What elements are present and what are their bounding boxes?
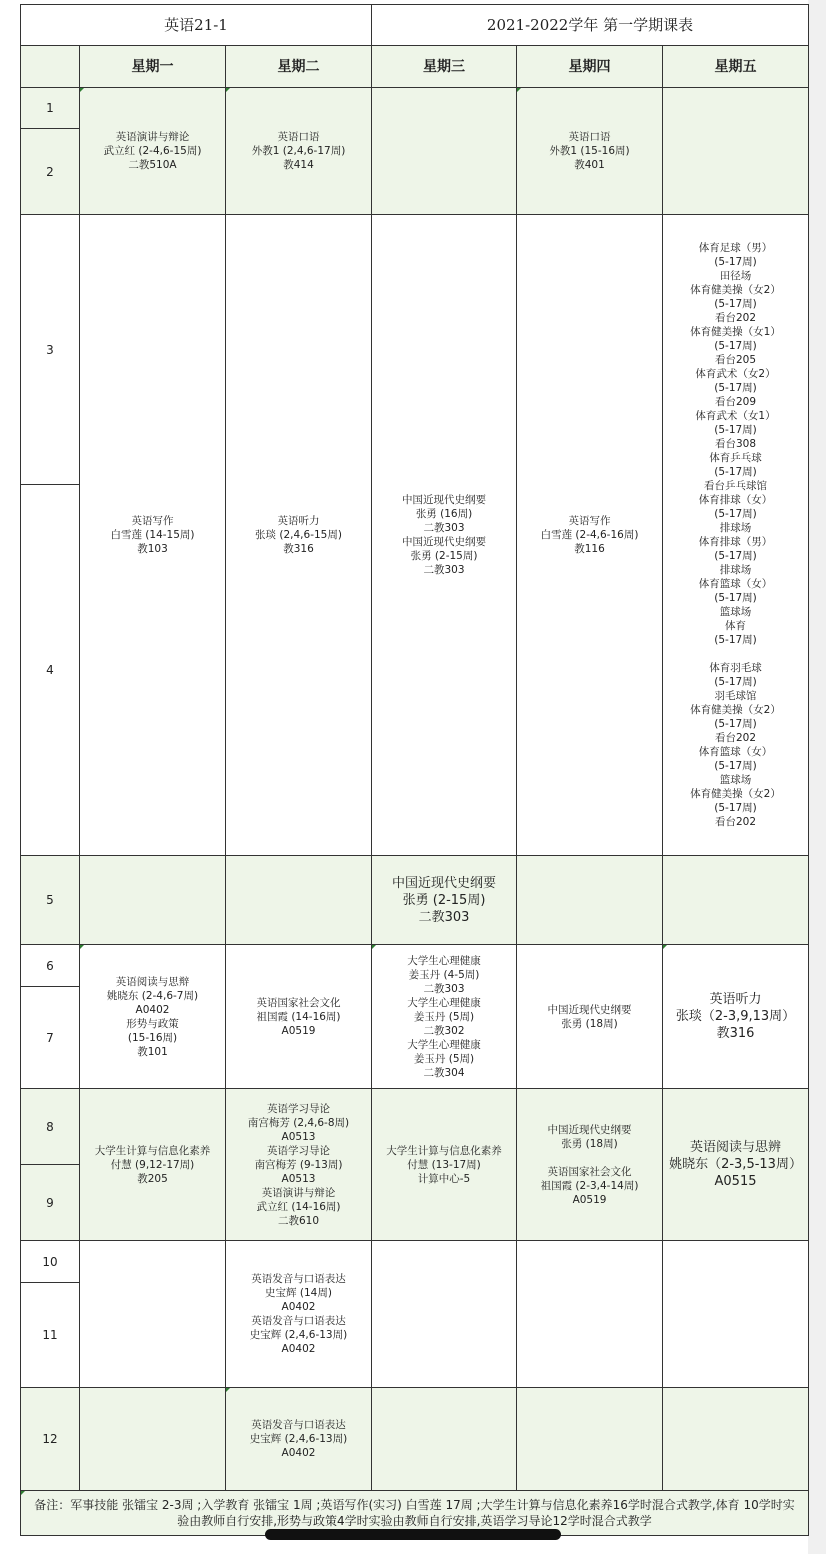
course-cell[interactable]: 中国近现代史纲要 张勇 (16周) 二教303 中国近现代史纲要 张勇 (2-15周) 二教303 xyxy=(372,215,517,856)
course-cell[interactable]: 中国近现代史纲要 张勇 (2-15周) 二教303 xyxy=(372,856,517,945)
course-cell[interactable]: 大学生心理健康 姜玉丹 (4-5周) 二教303 大学生心理健康 姜玉丹 (5周) 二教302 大学生心理健康 姜玉丹 (5周) 二教304 xyxy=(372,945,517,1089)
period-number: 8 xyxy=(21,1089,80,1165)
period-number: 4 xyxy=(21,485,80,856)
period-number: 9 xyxy=(21,1165,80,1241)
course-cell[interactable] xyxy=(663,1241,809,1388)
term-title: 2021-2022学年 第一学期课表 xyxy=(372,5,809,46)
course-cell[interactable] xyxy=(517,1388,663,1491)
course-cell[interactable] xyxy=(517,1241,663,1388)
course-cell[interactable] xyxy=(80,1388,226,1491)
period-number: 12 xyxy=(21,1388,80,1491)
course-cell[interactable] xyxy=(226,856,372,945)
corner-cell xyxy=(21,46,80,88)
course-cell[interactable]: 英语听力 张琰（2-3,9,13周） 教316 xyxy=(663,945,809,1089)
course-cell[interactable]: 中国近现代史纲要 张勇 (18周) xyxy=(517,945,663,1089)
course-cell[interactable]: 大学生计算与信息化素养 付慧 (13-17周) 计算中心-5 xyxy=(372,1089,517,1241)
course-cell[interactable] xyxy=(517,856,663,945)
course-cell[interactable]: 中国近现代史纲要 张勇 (18周) 英语国家社会文化 祖国霞 (2-3,4-14周) A0519 xyxy=(517,1089,663,1241)
day-header: 星期四 xyxy=(517,46,663,88)
day-header: 星期二 xyxy=(226,46,372,88)
course-cell[interactable]: 英语阅读与思辨 姚晓东（2-3,5-13周） A0515 xyxy=(663,1089,809,1241)
course-cell[interactable]: 英语演讲与辩论 武立红 (2-4,6-15周) 二教510A xyxy=(80,88,226,215)
course-cell[interactable] xyxy=(663,88,809,215)
period-number: 3 xyxy=(21,215,80,485)
course-cell[interactable] xyxy=(663,1388,809,1491)
class-name: 英语21-1 xyxy=(21,5,372,46)
course-cell[interactable]: 英语听力 张琰 (2,4,6-15周) 教316 xyxy=(226,215,372,856)
course-cell[interactable]: 英语国家社会文化 祖国霞 (14-16周) A0519 xyxy=(226,945,372,1089)
period-number: 6 xyxy=(21,945,80,987)
period-number: 10 xyxy=(21,1241,80,1283)
course-cell[interactable]: 英语口语 外教1 (2,4,6-17周) 教414 xyxy=(226,88,372,215)
period-number: 2 xyxy=(21,129,80,215)
course-cell[interactable]: 英语阅读与思辩 姚晓东 (2-4,6-7周) A0402 形势与政策 (15-16周) 教101 xyxy=(80,945,226,1089)
course-cell[interactable] xyxy=(372,88,517,215)
home-indicator[interactable] xyxy=(265,1529,561,1540)
day-header: 星期五 xyxy=(663,46,809,88)
course-cell[interactable]: 英语口语 外教1 (15-16周) 教401 xyxy=(517,88,663,215)
footer-notes: 备注：军事技能 张镭宝 2-3周 ;入学教育 张镭宝 1周 ;英语写作(实习) 白雪莲 17周 ;大学生计算与信息化素养16学时混合式教学,体育 10学时实验由教师自行安排,形势与政策4学时实验由教师自行安排,英语学习导论12学时混合式教学 xyxy=(21,1491,809,1536)
period-number: 11 xyxy=(21,1283,80,1388)
course-cell[interactable]: 体育足球（男） (5-17周) 田径场 体育健美操（女2） (5-17周) 看台202 体育健美操（女1） (5-17周) 看台205 体育武术（女2） (5-17周) 看台209 体育武术（女1） (5-17周) 看台308 体育乒乓球 (5-17周) 看台乒乓球馆 体育排球（女） (5-17周) 排球场 体育排球（男） (5-17周) 排球场 体育篮球（女） (5-17周) 篮球场 体育 (5-17周) 体育羽毛球 (5-17周) 羽毛球馆 体育健美操（女2） (5-17周) 看台202 体育篮球（女） (5-17周) 篮球场 体育健美操（女2） (5-17周) 看台202 xyxy=(663,215,809,856)
course-cell[interactable]: 英语发音与口语表达 史宝辉 (14周) A0402 英语发音与口语表达 史宝辉 (2,4,6-13周) A0402 xyxy=(226,1241,372,1388)
course-cell[interactable] xyxy=(80,1241,226,1388)
course-cell[interactable]: 英语写作 白雪莲 (14-15周) 教103 xyxy=(80,215,226,856)
screen-edge xyxy=(808,0,826,1554)
day-header: 星期一 xyxy=(80,46,226,88)
course-cell[interactable]: 大学生计算与信息化素养 付慧 (9,12-17周) 教205 xyxy=(80,1089,226,1241)
day-header: 星期三 xyxy=(372,46,517,88)
course-cell[interactable] xyxy=(663,856,809,945)
course-cell[interactable] xyxy=(80,856,226,945)
course-cell[interactable] xyxy=(372,1241,517,1388)
course-cell[interactable]: 英语写作 白雪莲 (2-4,6-16周) 教116 xyxy=(517,215,663,856)
timetable xyxy=(20,4,809,1536)
period-number: 7 xyxy=(21,987,80,1089)
course-cell[interactable]: 英语发音与口语表达 史宝辉 (2,4,6-13周) A0402 xyxy=(226,1388,372,1491)
course-cell[interactable] xyxy=(372,1388,517,1491)
period-number: 5 xyxy=(21,856,80,945)
period-number: 1 xyxy=(21,88,80,129)
course-cell[interactable]: 英语学习导论 南宫梅芳 (2,4,6-8周) A0513 英语学习导论 南宫梅芳 (9-13周) A0513 英语演讲与辩论 武立红 (14-16周) 二教610 xyxy=(226,1089,372,1241)
